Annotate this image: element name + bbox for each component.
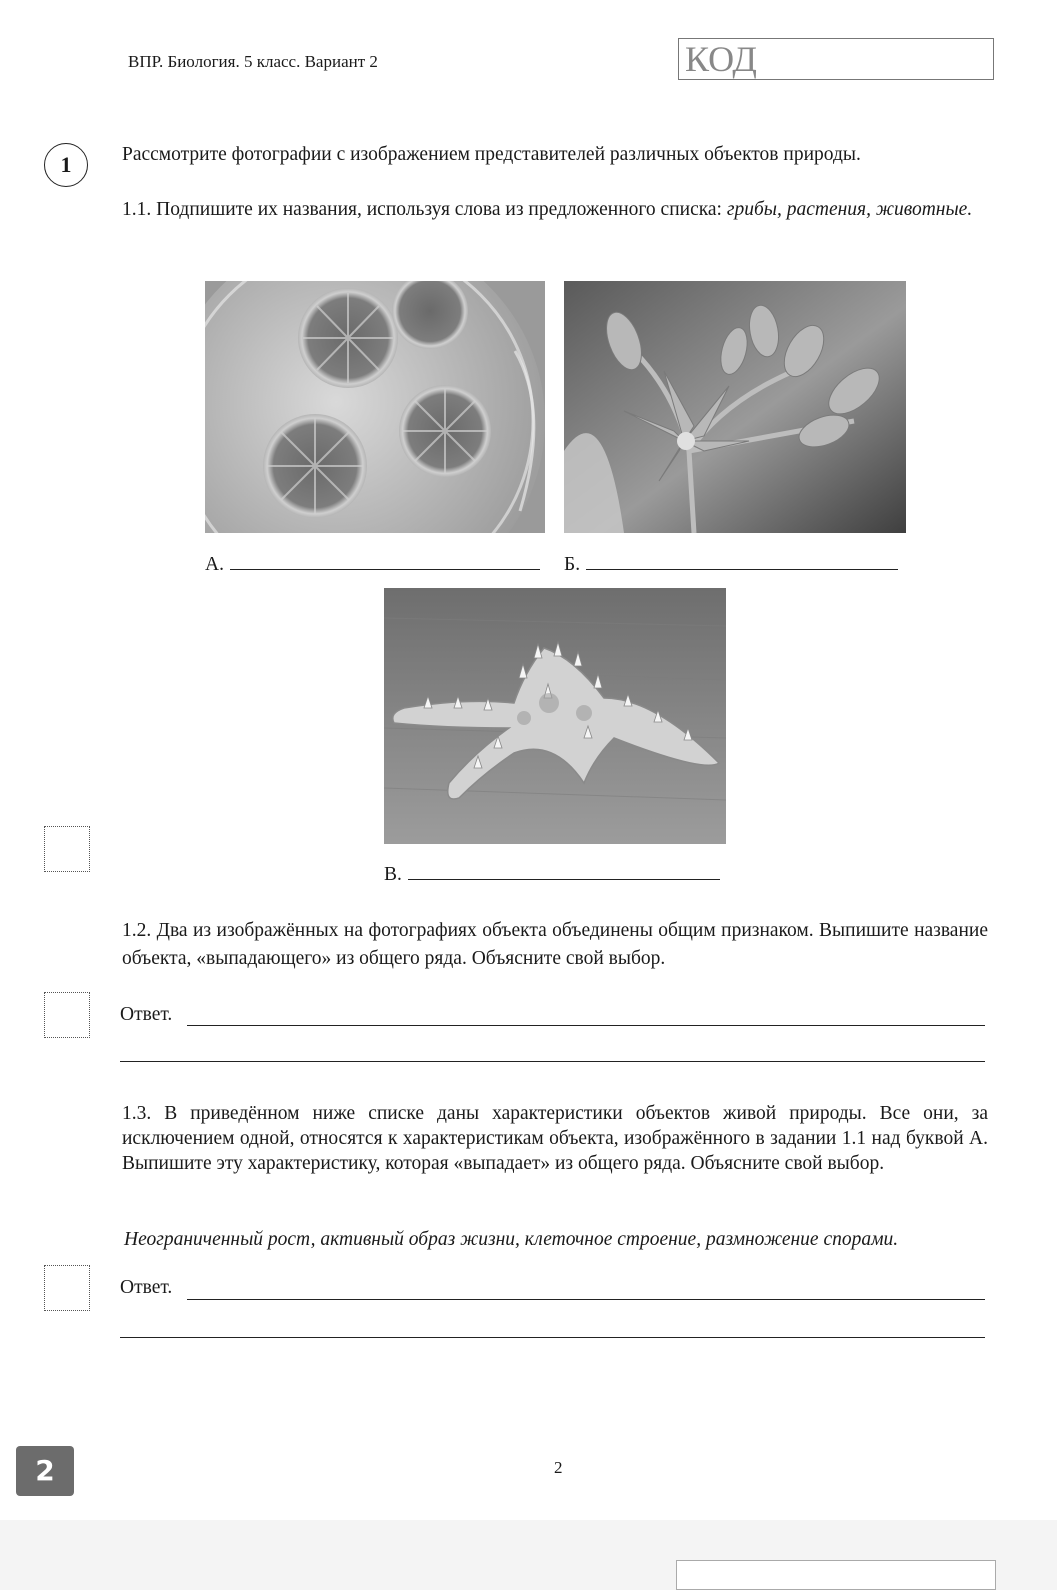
answer-a-line[interactable] bbox=[230, 551, 540, 570]
question-1-3-list: Неограниченный рост, активный образ жизни, клеточное строение, размножение спорами. bbox=[124, 1229, 899, 1250]
answer-line-1-2-b[interactable] bbox=[120, 1044, 985, 1062]
answer-b-line[interactable] bbox=[586, 551, 898, 570]
photo-a-mold-colonies bbox=[205, 281, 545, 533]
question-1-2-label: 1.2. bbox=[122, 920, 152, 941]
next-page-code-box bbox=[676, 1560, 996, 1590]
caption-a-letter: А. bbox=[205, 554, 224, 575]
caption-c bbox=[384, 861, 720, 886]
score-box-1-3[interactable] bbox=[44, 1265, 90, 1311]
code-field[interactable]: КОД bbox=[678, 38, 994, 80]
question-1-3-text: В приведённом ниже списке даны характеристики объектов живой природы. Все они, за исключением одной, относятся к характеристикам объекта, изображённого в задании 1.1 над буквой А. Выпишите эту характеристику, которая «выпадает» из общего ряда. Объясните свой выбор. bbox=[122, 1103, 989, 1174]
answer-line-1-3-b[interactable] bbox=[120, 1320, 985, 1338]
question-1-1 bbox=[122, 196, 988, 224]
question-1-1-label: 1.1. bbox=[122, 199, 152, 220]
score-box-1-1[interactable] bbox=[44, 826, 90, 872]
photo-c-starfish bbox=[384, 588, 726, 844]
question-1-1-options: грибы, растения, животные. bbox=[726, 199, 973, 220]
question-1-3-label: 1.3. bbox=[122, 1103, 152, 1124]
page-badge: 2 bbox=[16, 1446, 74, 1496]
page-number: 2 bbox=[554, 1458, 563, 1477]
caption-c-letter: В. bbox=[384, 864, 402, 885]
question-1-3 bbox=[122, 1101, 988, 1176]
answer-c-line[interactable] bbox=[408, 861, 720, 880]
task-number-badge: 1 bbox=[44, 143, 88, 187]
header-title: ВПР. Биология. 5 класс. Вариант 2 bbox=[128, 52, 378, 71]
question-1-2-text: Два из изображённых на фотографиях объекта объединены общим признаком. Выпишите название объекта, «выпадающего» из общего ряда. Объясните свой выбор. bbox=[122, 920, 988, 969]
caption-b-letter: Б. bbox=[564, 554, 581, 575]
question-1-1-text: Подпишите их названия, используя слова из предложенного списка: bbox=[156, 199, 722, 220]
answer-line-1-2-a[interactable] bbox=[187, 1008, 985, 1026]
answer-label-1-3: Ответ. bbox=[120, 1277, 173, 1298]
caption-a bbox=[205, 551, 540, 576]
task-intro: Рассмотрите фотографии с изображением представителей различных объектов природы. bbox=[122, 144, 861, 165]
answer-label-1-2: Ответ. bbox=[120, 1004, 173, 1025]
photo-b-flower bbox=[564, 281, 906, 533]
answer-line-1-3-a[interactable] bbox=[187, 1282, 985, 1300]
question-1-2 bbox=[122, 917, 988, 973]
caption-b bbox=[564, 551, 898, 576]
score-box-1-2[interactable] bbox=[44, 992, 90, 1038]
